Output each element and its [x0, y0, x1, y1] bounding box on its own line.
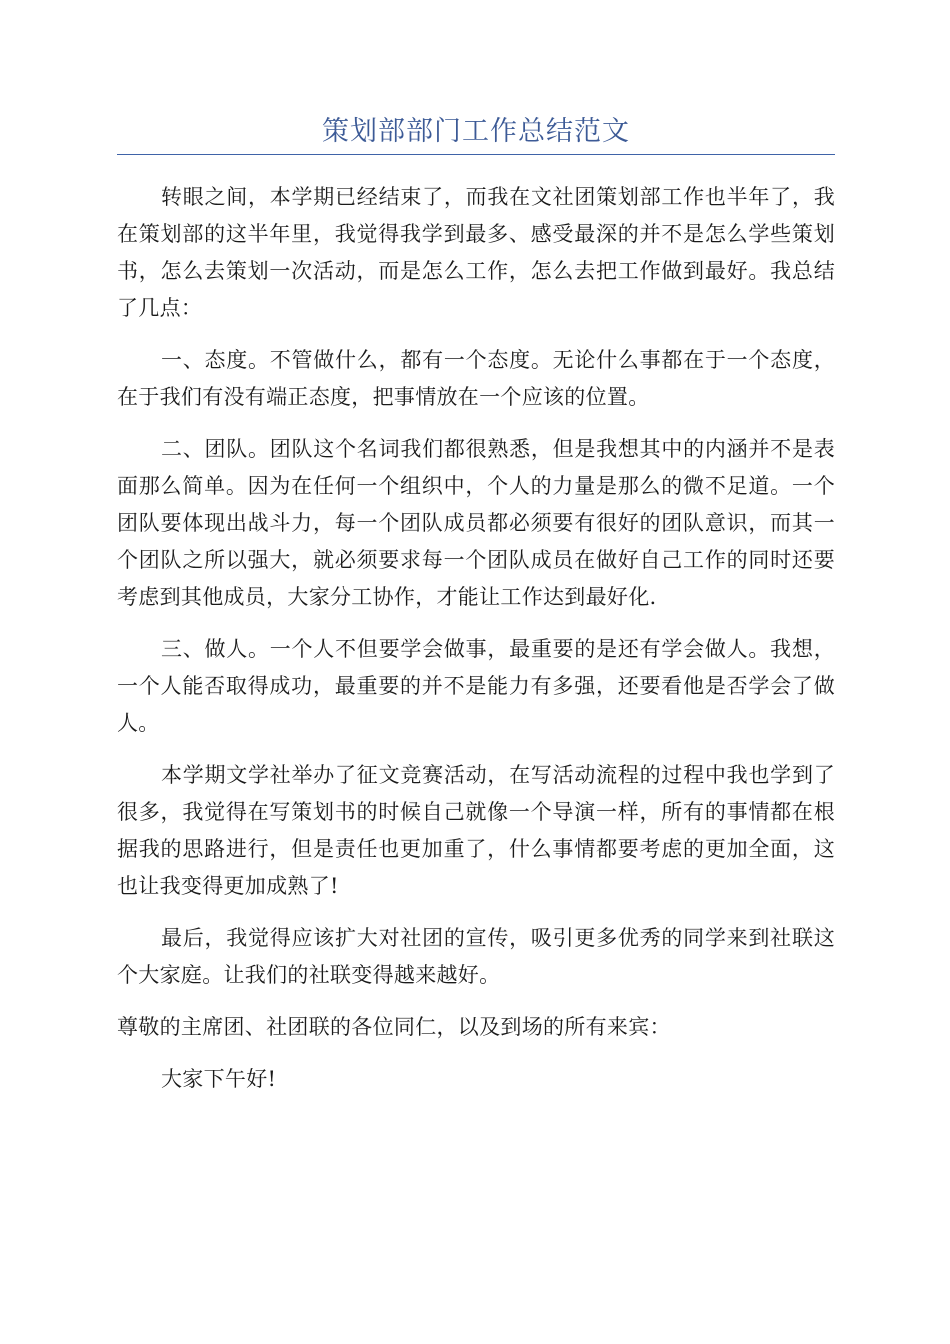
document-page: [117, 112, 835, 1113]
paragraph-attitude: 一、态度。不管做什么，都有一个态度。无论什么事都在于一个态度，在于我们有没有端正态度，把事情放在一个应该的位置。: [117, 348, 835, 409]
paragraph-activity: 本学期文学社举办了征文竞赛活动，在写活动流程的过程中我也学到了很多，我觉得在写策划书的时候自己就像一个导演一样，所有的事情都在根据我的思路进行，但是责任也更加重了，什么事情都要考虑的更加全面，这也让我变得更加成熟了!: [117, 763, 835, 898]
paragraph-conclusion: 最后，我觉得应该扩大对社团的宣传，吸引更多优秀的同学来到社联这个大家庭。让我们的社联变得越来越好。: [117, 926, 835, 987]
document-body: [117, 179, 835, 1098]
paragraph-conduct: 三、做人。一个人不但要学会做事，最重要的是还有学会做人。我想，一个人能否取得成功，最重要的并不是能力有多强，还要看他是否学会了做人。: [117, 637, 835, 735]
paragraph-greeting: 大家下午好!: [161, 1067, 277, 1091]
paragraph-intro: 转眼之间，本学期已经结束了，而我在文社团策划部工作也半年了，我在策划部的这半年里，我觉得我学到最多、感受最深的并不是怎么学些策划书，怎么去策划一次活动，而是怎么工作，怎么去把工作做到最好。我总结了几点：: [117, 185, 835, 320]
paragraph-team: 二、团队。团队这个名词我们都很熟悉，但是我想其中的内涵并不是表面那么简单。因为在任何一个组织中，个人的力量是那么的微不足道。一个团队要体现出战斗力，每一个团队成员都必须要有很好的团队意识，而其一个团队之所以强大，就必须要求每一个团队成员在做好自己工作的同时还要考虑到其他成员，大家分工协作，才能让工作达到最好化.: [117, 437, 835, 609]
paragraph-salutation: 尊敬的主席团、社团联的各位同仁，以及到场的所有来宾：: [117, 1015, 671, 1039]
document-title: 策划部部门工作总结范文: [322, 116, 630, 147]
title-divider: [117, 154, 835, 155]
